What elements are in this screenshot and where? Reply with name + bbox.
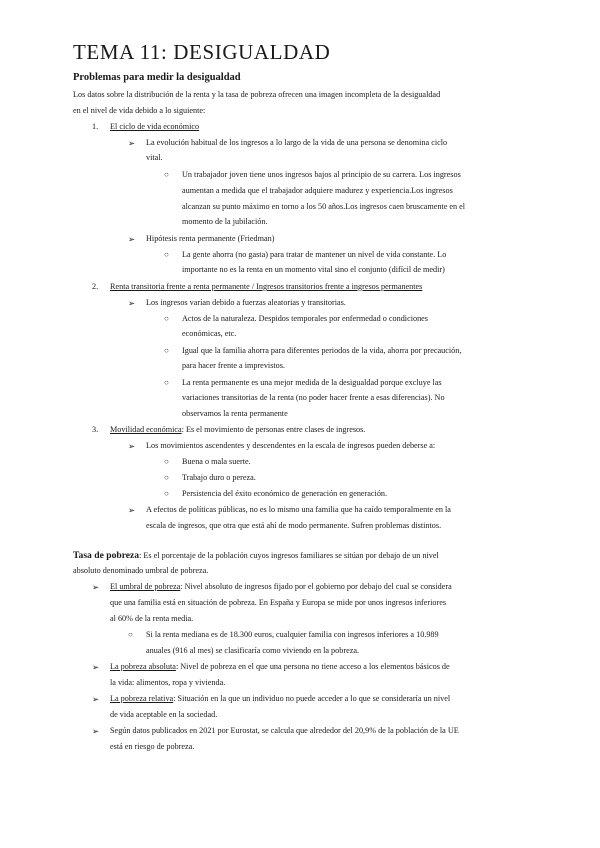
sub-bullet-line: observamos la renta permanente	[182, 409, 288, 418]
arrow-bullet-icon: ➢	[128, 298, 136, 308]
bullet-term: La pobreza relativa	[110, 694, 174, 703]
bullet-term: La pobreza absoluta	[110, 662, 176, 671]
list-number: 1.	[92, 122, 99, 131]
sub-bullet-line: alcanzan su punto máximo en torno a los 50 años.Los ingresos caen bruscamente en el	[182, 202, 466, 211]
bullet-line: Según datos publicados en 2021 por Eurostat, se calcula que alrededor del 20,9% de la población de la UE	[110, 726, 459, 735]
bullet-line	[110, 582, 452, 591]
intro-line: Los datos sobre la distribución de la renta y la tasa de pobreza ofrecen una imagen incompleta de la desigualdad	[73, 90, 441, 99]
bullet-line: que una familia está en situación de pobreza. En España y Europa se mide por unos ingresos inferiores	[110, 598, 447, 607]
arrow-bullet-icon: ➢	[92, 726, 100, 736]
bullet-text: : Situación en la que un individuo no puede acceder a lo que se consideraría un nivel	[173, 694, 451, 703]
list-item-title: Renta transitoria frente a renta permanente / Ingresos transitorios frente a ingresos permanentes	[110, 282, 423, 291]
sub-bullet-line: Buena o mala suerte.	[182, 457, 251, 466]
bullet-line: Los ingresos varían debido a fuerzas aleatorias y transitorias.	[146, 298, 346, 307]
circle-bullet-icon: ○	[164, 170, 169, 179]
circle-bullet-icon: ○	[164, 250, 169, 259]
bullet-line: A efectos de políticas públicas, no es lo mismo una familia que ha caído temporalmente en la	[146, 505, 451, 514]
bullet-line: La evolución habitual de los ingresos a lo largo de la vida de una persona se denomina ciclo	[146, 138, 448, 147]
sub-bullet-line: aumentan a medida que el trabajador adquiere madurez y experiencia.Los ingresos	[182, 186, 453, 195]
bullet-line: la vida: alimentos, ropa y vivienda.	[110, 678, 226, 687]
sub-bullet-line: Persistencia del éxito económico de generación en generación.	[182, 489, 388, 498]
sub-bullet-line: La renta permanente es una mejor medida de la desigualdad porque excluye las	[182, 378, 442, 387]
bullet-line	[110, 662, 450, 671]
sub-bullet-line: momento de la jubilación.	[182, 217, 268, 226]
arrow-bullet-icon: ➢	[92, 582, 100, 592]
definition-term: Tasa de pobreza	[73, 550, 140, 561]
list-item-title: El ciclo de vida económico	[110, 122, 200, 131]
definition-text: : Es el porcentaje de la población cuyos ingresos familiares se sitúan por debajo de un nivel	[139, 551, 439, 560]
sub-bullet-line: económicas, etc.	[182, 329, 237, 338]
sub-bullet-line: para hacer frente a imprevistos.	[182, 361, 285, 370]
arrow-bullet-icon: ➢	[128, 441, 136, 451]
circle-bullet-icon: ○	[164, 314, 169, 323]
list-number: 2.	[92, 282, 99, 291]
circle-bullet-icon: ○	[128, 630, 133, 639]
circle-bullet-icon: ○	[164, 457, 169, 466]
sub-bullet-line: importante no es la renta en un momento vital sino el conjunto (difícil de medir)	[182, 265, 445, 274]
list-item-title-line	[110, 425, 365, 434]
bullet-text: : Nivel absoluto de ingresos fijado por el gobierno por debajo del cual se considera	[180, 582, 452, 591]
circle-bullet-icon: ○	[164, 378, 169, 387]
sub-bullet-line: Si la renta mediana es de 18.300 euros, cualquier familia con ingresos inferiores a 10.989	[146, 630, 439, 639]
circle-bullet-icon: ○	[164, 473, 169, 482]
list-item-title-rest: : Es el movimiento de personas entre clases de ingresos.	[181, 425, 366, 434]
sub-bullet-line: variaciones transitorias de la renta (no poder hacer frente a esas diferencias). No	[182, 393, 445, 402]
section-heading: Problemas para medir la desigualdad	[73, 72, 241, 83]
bullet-text: : Nivel de pobreza en el que una persona no tiene acceso a los elementos básicos de	[175, 662, 450, 671]
sub-bullet-line: Igual que la familia ahorra para diferentes periodos de la vida, ahorra por precaución,	[182, 346, 462, 355]
bullet-line: de vida aceptable en la sociedad.	[110, 710, 218, 719]
page-title: TEMA 11: DESIGUALDAD	[73, 40, 331, 64]
bullet-line: al 60% de la renta media.	[110, 614, 194, 623]
circle-bullet-icon: ○	[164, 489, 169, 498]
sub-bullet-line: La gente ahorra (no gasta) para tratar de mantener un nivel de vida constante. Lo	[182, 250, 447, 259]
arrow-bullet-icon: ➢	[92, 662, 100, 672]
arrow-bullet-icon: ➢	[128, 505, 136, 515]
bullet-line	[110, 694, 450, 703]
bullet-line: escala de ingresos, que otra que está ahí de modo permanente. Sufren problemas distintos.	[146, 521, 442, 530]
sub-bullet-line: Actos de la naturaleza. Despidos temporales por enfermedad o condiciones	[182, 314, 428, 323]
bullet-line: Los movimientos ascendentes y descendentes en la escala de ingresos pueden deberse a:	[146, 441, 436, 450]
circle-bullet-icon: ○	[164, 346, 169, 355]
intro-line: en el nivel de vida debido a lo siguiente:	[73, 106, 206, 115]
sub-bullet-line: Un trabajador joven tiene unos ingresos bajos al principio de su carrera. Los ingresos	[182, 170, 461, 179]
list-item-title: Movilidad económica	[110, 425, 182, 434]
arrow-bullet-icon: ➢	[128, 138, 136, 148]
sub-bullet-line: Trabajo duro o pereza.	[182, 473, 256, 482]
definition-line: absoluto denominado umbral de pobreza.	[73, 566, 209, 575]
list-number: 3.	[92, 425, 99, 434]
bullet-line: Hipótesis renta permanente (Friedman)	[146, 234, 275, 243]
definition-line	[73, 550, 439, 561]
bullet-line: vital.	[146, 153, 163, 162]
bullet-line: está en riesgo de pobreza.	[110, 742, 195, 751]
arrow-bullet-icon: ➢	[92, 694, 100, 704]
arrow-bullet-icon: ➢	[128, 234, 136, 244]
bullet-term: El umbral de pobreza	[110, 582, 181, 591]
sub-bullet-line: anuales (916 al mes) se clasificaría como viviendo en la pobreza.	[146, 646, 360, 655]
